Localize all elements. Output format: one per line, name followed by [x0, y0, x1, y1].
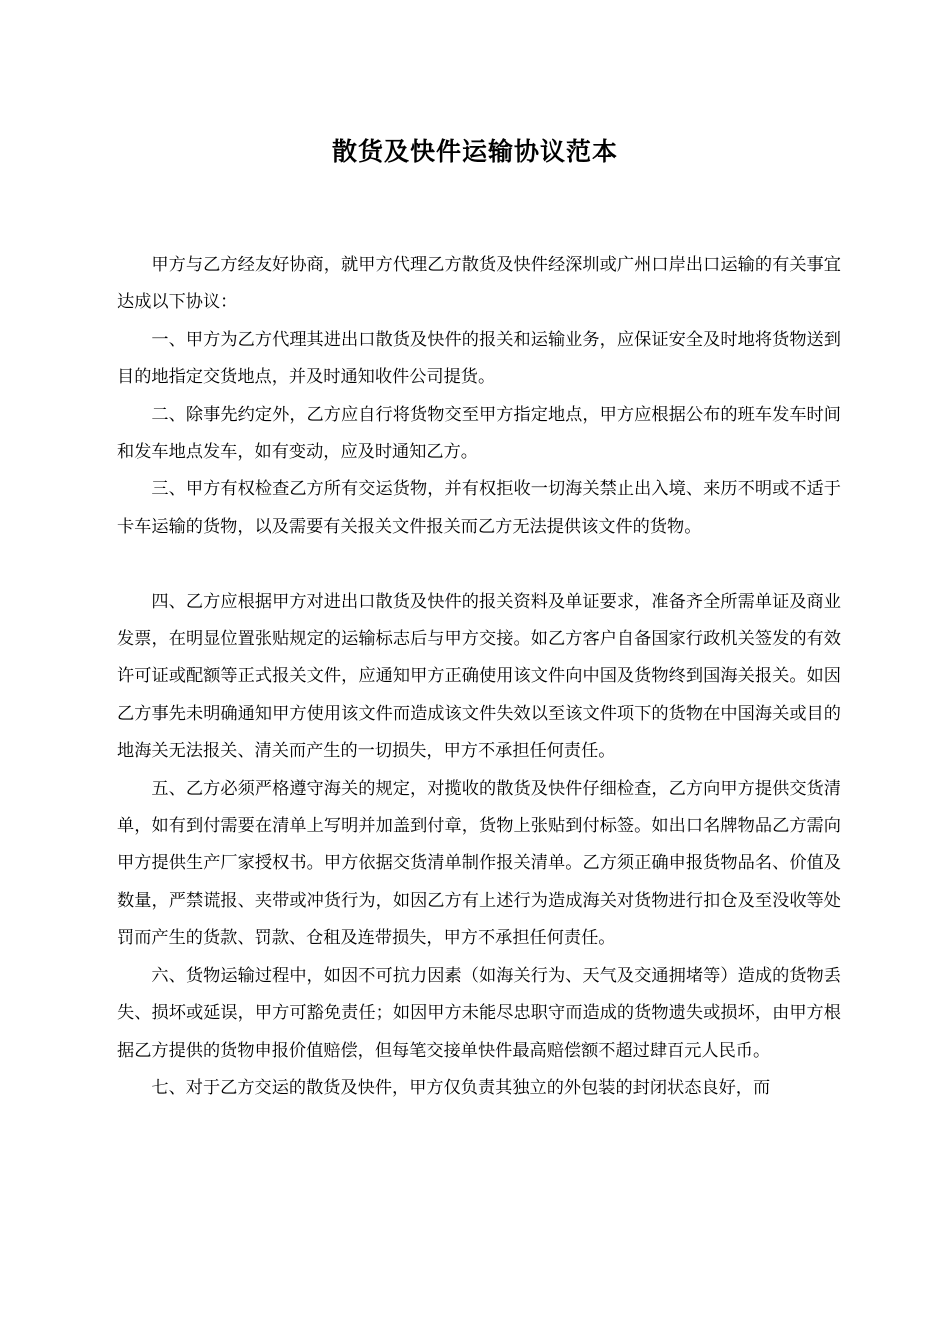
paragraph-clause-7: 七、对于乙方交运的散货及快件，甲方仅负责其独立的外包装的封闭状态良好，而: [151, 1077, 771, 1098]
paragraph-clause-1: 一、甲方为乙方代理其进出口散货及快件的报关和运输业务，应保证安全及时地将货物送到目的地指定交货地点，并及时通知收件公司提货。: [117, 329, 841, 388]
paragraph-clause-6: 六、货物运输过程中，如因不可抗力因素（如海关行为、天气及交通拥堵等）造成的货物丢失、损坏或延误，甲方可豁免责任；如因甲方未能尽忠职守而造成的货物遗失或损坏，由甲方根据乙方提供的货物申报价值赔偿，但每笔交接单快件最高赔偿额不超过肆百元人民币。: [117, 965, 841, 1061]
paragraph-clause-5: 五、乙方必须严格遵守海关的规定，对揽收的散货及快件仔细检查，乙方向甲方提供交货清单，如有到付需要在清单上写明并加盖到付章，货物上张贴到付标签。如出口名牌物品乙方需向甲方提供生产厂家授权书。甲方依据交货清单制作报关清单。乙方须正确申报货物品名、价值及数量，严禁谎报、夹带或冲货行为，如因乙方有上述行为造成海关对货物进行扣仓及至没收等处罚而产生的货款、罚款、仓租及连带损失，甲方不承担任何责任。: [117, 778, 841, 949]
paragraph-clause-3: 三、甲方有权检查乙方所有交运货物，并有权拒收一切海关禁止出入境、来历不明或不适于卡车运输的货物，以及需要有关报关文件报关而乙方无法提供该文件的货物。: [117, 479, 841, 537]
paragraph-intro: 甲方与乙方经友好协商，就甲方代理乙方散货及快件经深圳或广州口岸出口运输的有关事宜达成以下协议：: [117, 255, 841, 313]
paragraph-clause-4: 四、乙方应根据甲方对进出口散货及快件的报关资料及单证要求，准备齐全所需单证及商业发票，在明显位置张贴规定的运输标志后与甲方交接。如乙方客户自备国家行政机关签发的有效许可证或配额等正式报关文件，应通知甲方正确使用该文件向中国及货物终到国海关报关。如因乙方事先未明确通知甲方使用该文件而造成该文件失效以至该文件项下的货物在中国海关或目的地海关无法报关、清关而产生的一切损失，甲方不承担任何责任。: [117, 591, 841, 762]
document-body: [117, 247, 841, 1107]
paragraph-clause-2: 二、除事先约定外，乙方应自行将货物交至甲方指定地点，甲方应根据公布的班车发车时间和发车地点发车，如有变动，应及时通知乙方。: [117, 404, 841, 463]
document-title: 散货及快件运输协议范本: [331, 137, 618, 166]
